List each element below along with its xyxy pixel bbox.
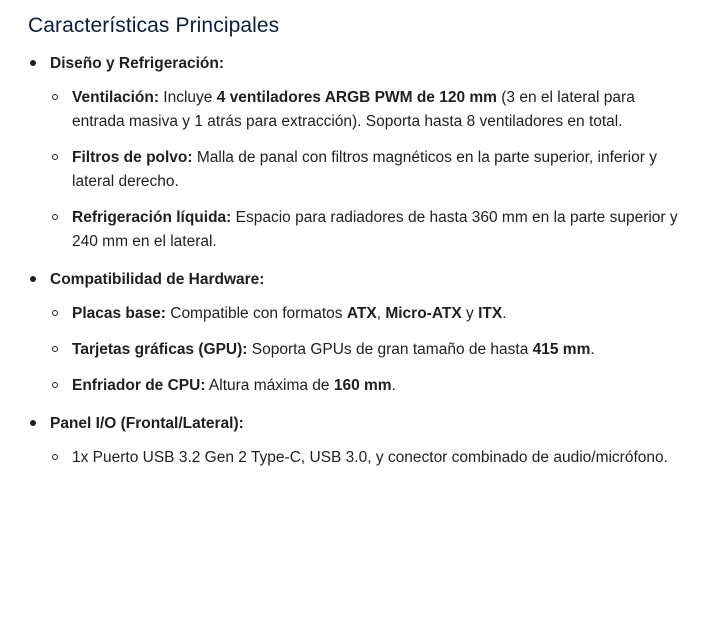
item-emphasis: 4 ventiladores ARGB PWM de 120 mm — [216, 89, 497, 106]
item-label: Tarjetas gráficas (GPU): — [72, 341, 248, 358]
item-text: Altura máxima de — [205, 377, 334, 394]
item-text: Incluye — [159, 89, 217, 106]
item-text: , — [376, 305, 386, 322]
item-emphasis: ITX — [478, 305, 503, 322]
section-title: Panel I/O (Frontal/Lateral): — [50, 415, 244, 432]
list-item-ports — [50, 446, 688, 470]
bullet-circle-icon — [52, 382, 58, 388]
item-text: Espacio para radiadores de hasta 360 mm en la parte superior y 240 mm en el lateral. — [72, 209, 678, 250]
bullet-circle-icon — [52, 214, 58, 220]
feature-list — [28, 52, 688, 470]
list-item-io-panel — [28, 412, 688, 470]
item-text: 1x Puerto USB 3.2 Gen 2 Type-C, USB 3.0, y conector combinado de audio/micrófono. — [72, 449, 668, 466]
bullet-disc-icon — [30, 60, 36, 66]
list-item-hardware-compat — [28, 268, 688, 398]
item-text: Soporta GPUs de gran tamaño de hasta — [247, 341, 533, 358]
item-label: Ventilación: — [72, 89, 159, 106]
item-text: . — [502, 305, 507, 322]
list-item-gpu — [50, 338, 688, 362]
item-text: y — [461, 305, 479, 322]
bullet-circle-icon — [52, 310, 58, 316]
list-item-dust-filters — [50, 146, 688, 194]
item-text: . — [391, 377, 396, 394]
bullet-disc-icon — [30, 276, 36, 282]
list-item-motherboards — [50, 302, 688, 326]
list-item-cpu-cooler — [50, 374, 688, 398]
bullet-disc-icon — [30, 420, 36, 426]
list-item-design-cooling — [28, 52, 688, 254]
item-emphasis: 160 mm — [333, 377, 392, 394]
item-label: Placas base: — [72, 305, 166, 322]
page-title: Características Principales — [28, 14, 280, 37]
bullet-circle-icon — [52, 454, 58, 460]
bullet-circle-icon — [52, 346, 58, 352]
item-text: (3 en el lateral para entrada masiva y 1 atrás para extracción). Soporta hasta 8 ventiladores en total. — [72, 89, 635, 130]
item-label: Refrigeración líquida: — [72, 209, 232, 226]
item-label: Filtros de polvo: — [72, 149, 193, 166]
sublist — [50, 86, 688, 254]
list-item-ventilation — [50, 86, 688, 134]
item-emphasis: ATX — [346, 305, 377, 322]
document — [28, 12, 688, 484]
item-label: Enfriador de CPU: — [72, 377, 206, 394]
item-emphasis: 415 mm — [532, 341, 591, 358]
bullet-circle-icon — [52, 154, 58, 160]
section-title: Diseño y Refrigeración: — [50, 55, 224, 72]
item-text: Compatible con formatos — [165, 305, 347, 322]
item-text: Malla de panal con filtros magnéticos en la parte superior, inferior y lateral derecho. — [72, 149, 657, 190]
list-item-liquid-cooling — [50, 206, 688, 254]
item-text: . — [590, 341, 595, 358]
section-title: Compatibilidad de Hardware: — [50, 271, 265, 288]
sublist — [50, 302, 688, 398]
sublist — [50, 446, 688, 470]
item-emphasis: Micro-ATX — [385, 305, 462, 322]
bullet-circle-icon — [52, 94, 58, 100]
